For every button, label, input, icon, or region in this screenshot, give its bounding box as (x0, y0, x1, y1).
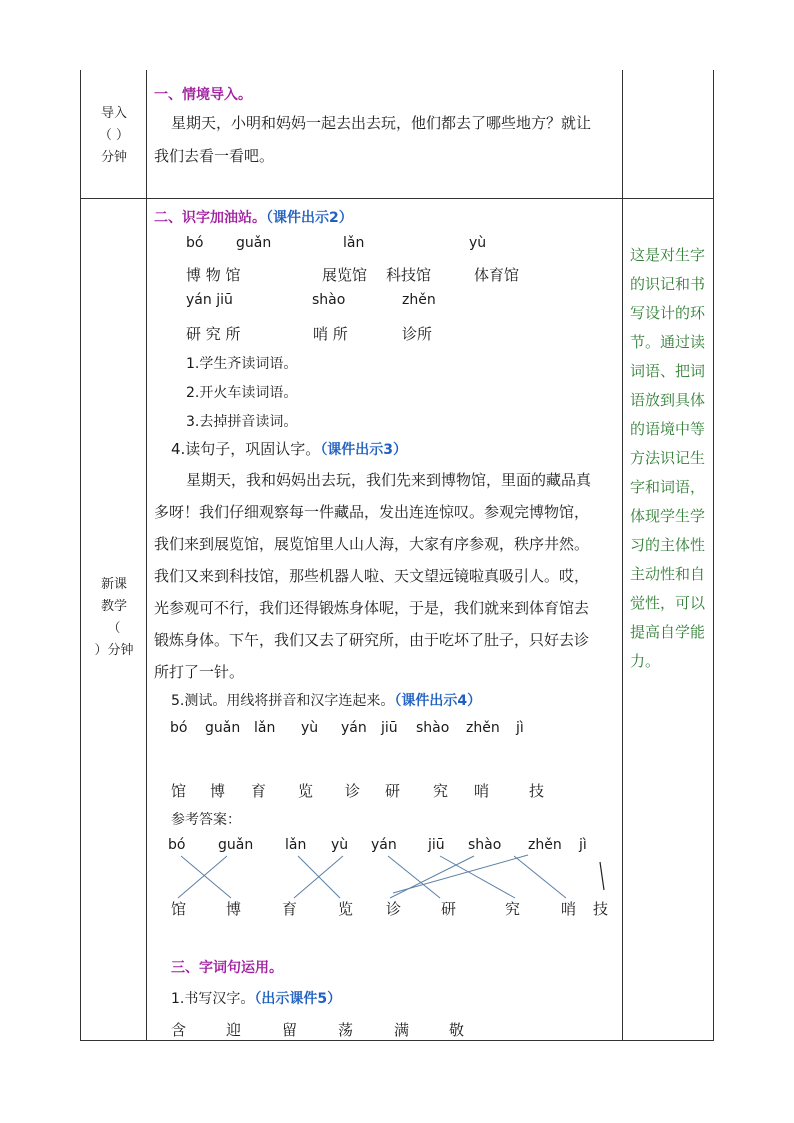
note-line-2: 的识记和书 (630, 275, 706, 293)
intro-label-line1: 导入 (100, 106, 127, 121)
intro-label-line3: 分钟 (100, 150, 127, 165)
test-char-3: 育 (251, 782, 267, 800)
step-4-text: 4.读句子，巩固认字。 (171, 440, 321, 458)
section3-item1-text: 1.书写汉字。 (171, 991, 255, 1007)
test-pinyin-6: jiū (381, 720, 398, 736)
passage-line-5: 光参观可不行，我们还得锻炼身体呢，于是，我们就来到体育馆去 (154, 599, 590, 617)
word-shaosuo: 哨 所 (313, 325, 348, 343)
note-line-10: 体现学生学 (630, 507, 706, 525)
test-pinyin-2: guǎn (205, 720, 241, 736)
passage-line-7: 所打了一针。 (154, 663, 245, 681)
passage-line-4: 我们又来到科技馆，那些机器人啦、天文望远镜啦真吸引人。哎， (154, 567, 590, 585)
answer-char-9: 技 (593, 900, 609, 918)
test-char-5: 诊 (345, 782, 361, 800)
answer-char-2: 博 (226, 900, 242, 918)
write-char-2: 迎 (226, 1021, 242, 1039)
note-line-14: 提高自学能 (630, 623, 706, 641)
pinyin-zhen: zhěn (402, 292, 436, 308)
test-char-6: 研 (385, 782, 401, 800)
note-line-15: 力。 (630, 652, 661, 670)
test-pinyin-4: yù (301, 720, 319, 736)
pinyin-yu: yù (469, 235, 487, 251)
test-char-7: 究 (433, 782, 449, 800)
answer-pinyin-9: jì (579, 837, 587, 853)
new-label-line4: ）分钟 (94, 643, 134, 658)
passage-line-1: 星期天，我和妈妈出去玩，我们先来到博物馆，里面的藏品真 (186, 471, 592, 489)
answer-pinyin-7: shào (468, 837, 502, 853)
note-line-4: 节。通过读 (630, 333, 706, 351)
answer-char-6: 研 (441, 900, 457, 918)
step-3: 3.去掉拼音读词。 (186, 414, 298, 430)
note-line-5: 词语、把词 (630, 362, 706, 380)
link-bo (181, 856, 231, 898)
answer-char-1: 馆 (171, 900, 187, 918)
step-4-note: （课件出示3） (320, 442, 408, 458)
step-5-text: 5.测试。用线将拼音和汉字连起来。 (171, 693, 395, 709)
intro-text-line2: 我们去看一看吧。 (154, 147, 275, 165)
answer-label: 参考答案： (171, 812, 241, 828)
note-line-9: 字和词语， (630, 478, 706, 496)
pinyin-shao: shào (312, 292, 346, 308)
write-char-3: 留 (282, 1021, 298, 1039)
test-pinyin-1: bó (170, 720, 188, 736)
new-label-line3: （ (107, 621, 121, 636)
word-zhensuo: 诊所 (402, 325, 433, 343)
step-2: 2.开火车读词语。 (186, 385, 298, 401)
design-notes (630, 241, 705, 676)
test-char-1: 馆 (171, 782, 187, 800)
answer-char-8: 哨 (561, 900, 577, 918)
note-line-8: 方法识记生 (630, 449, 706, 467)
word-kejiguan: 科技馆 (386, 266, 432, 284)
note-line-13: 觉性，可以 (630, 594, 706, 612)
answer-pinyin-5: yán (371, 837, 397, 853)
link-zhen (393, 855, 528, 893)
note-line-12: 主动性和自 (630, 565, 706, 583)
answer-char-7: 究 (505, 900, 521, 918)
word-zhanlanguan: 展览馆 (322, 266, 368, 284)
section3-item1 (171, 988, 341, 1008)
step-1: 1.学生齐读词语。 (186, 356, 298, 372)
link-zhen-to-shao (514, 856, 566, 898)
intro-text-line1: 星期天，小明和妈妈一起去出去玩，他们都去了哪些地方？就让 (171, 114, 592, 132)
test-pinyin-5: yán (341, 720, 367, 736)
section2-title: 二、识字加油站。 (154, 210, 266, 226)
note-line-11: 习的主体性 (630, 536, 706, 554)
test-pinyin-8: zhěn (466, 720, 500, 736)
step-5-note: （课件出示4） (394, 693, 482, 709)
passage-line-6: 锻炼身体。下午，我们又去了研究所，由于吃坏了肚子，只好去诊 (154, 631, 590, 649)
note-line-3: 写设计的环 (630, 304, 706, 322)
pinyin-bo: bó (186, 235, 204, 251)
link-yu (294, 856, 343, 898)
word-bowuguan: 博 物 馆 (186, 266, 241, 284)
answer-pinyin-3: lǎn (285, 837, 307, 853)
answer-pinyin-6: jiū (428, 837, 445, 853)
answer-pinyin-1: bó (168, 837, 186, 853)
pinyin-yanjiu: yán jiū (186, 292, 233, 308)
write-char-5: 满 (394, 1021, 410, 1039)
section3-item1-note: （出示课件5） (254, 991, 342, 1007)
link-ji (600, 862, 604, 890)
write-char-1: 含 (171, 1021, 187, 1039)
test-char-4: 览 (298, 782, 314, 800)
note-line-6: 语放到具体 (630, 391, 706, 409)
test-char-9: 技 (529, 782, 545, 800)
test-pinyin-7: shào (416, 720, 450, 736)
test-pinyin-9: jì (516, 720, 524, 736)
answer-pinyin-8: zhěn (528, 837, 562, 853)
test-char-8: 哨 (474, 782, 490, 800)
note-line-1: 这是对生字 (630, 246, 706, 264)
answer-pinyin-4: yù (331, 837, 349, 853)
test-pinyin-3: lǎn (254, 720, 276, 736)
word-tiyuguan: 体育馆 (474, 266, 520, 284)
test-char-2: 博 (210, 782, 226, 800)
intro-heading: 一、情境导入。 (154, 87, 252, 103)
passage-line-2: 多呀！我们仔细观察每一件藏品，发出连连惊叹。参观完博物馆， (154, 503, 590, 521)
intro-label-line2: （ ） (98, 128, 130, 143)
pinyin-guan: guǎn (236, 235, 272, 251)
answer-char-3: 育 (282, 900, 298, 918)
section2-courseware-note: （课件出示2） (266, 210, 353, 226)
answer-char-4: 览 (338, 900, 354, 918)
new-label-line1: 新课 (100, 577, 127, 592)
note-line-7: 的语境中等 (630, 420, 706, 438)
link-guan (178, 856, 227, 898)
new-label-line2: 教学 (100, 599, 127, 614)
answer-pinyin-2: guǎn (218, 837, 254, 853)
write-char-6: 敬 (449, 1021, 465, 1039)
pinyin-lan: lǎn (343, 235, 365, 251)
section3-heading: 三、字词句运用。 (171, 960, 283, 976)
word-yanjiusuo: 研 究 所 (186, 325, 241, 343)
write-char-4: 荡 (338, 1021, 354, 1039)
passage-line-3: 我们来到展览馆，展览馆里人山人海，大家有序参观，秩序井然。 (154, 535, 590, 553)
answer-char-5: 诊 (386, 900, 402, 918)
